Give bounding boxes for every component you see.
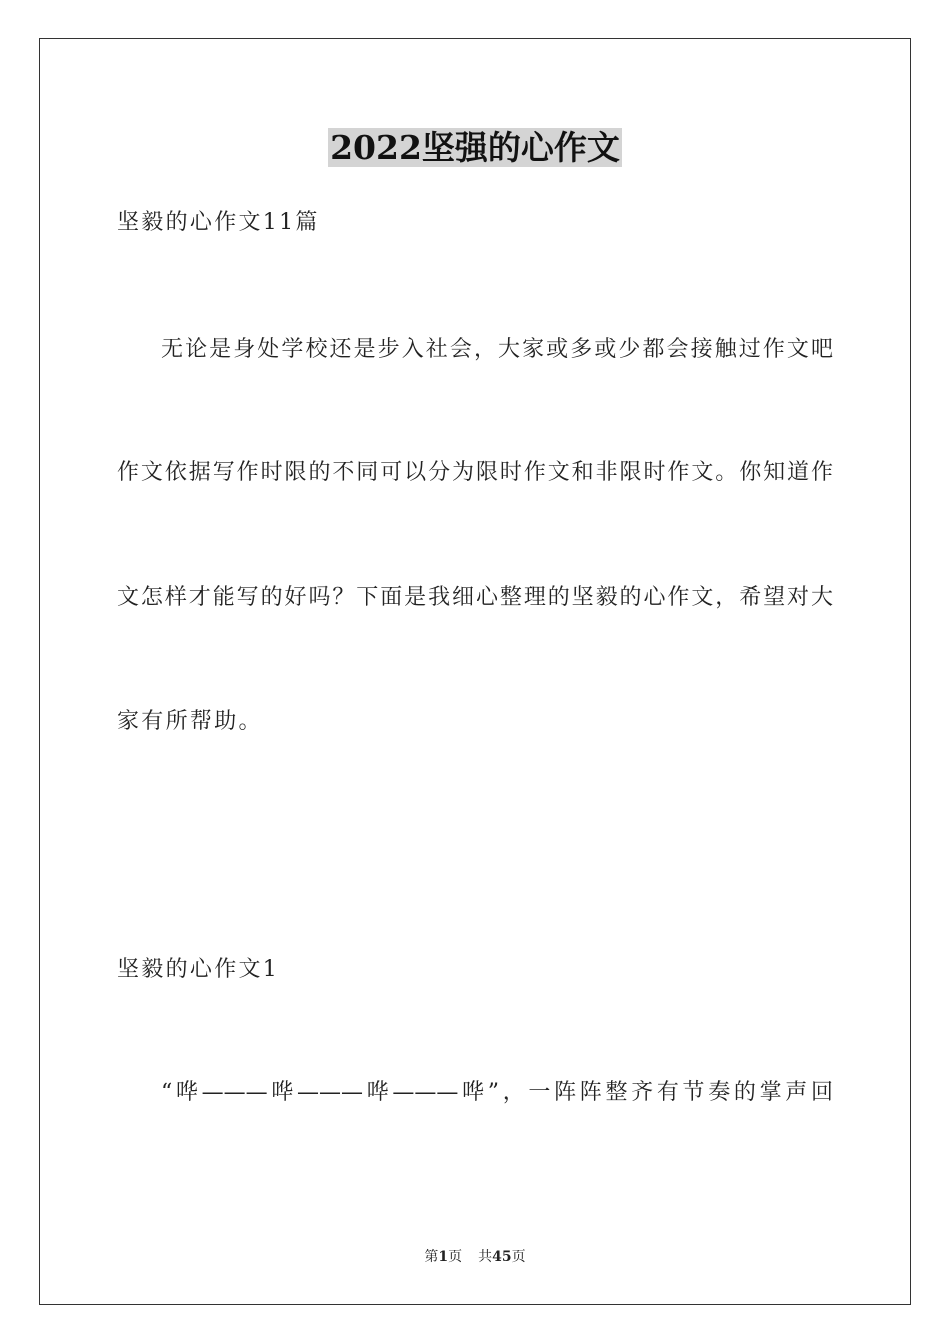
section-line-1: “哗———哗———哗———哗”，一阵阵整齐有节奏的掌声回 (161, 1080, 833, 1105)
document-title (0, 126, 950, 170)
footer-page-number: 1 (438, 1249, 449, 1265)
intro-line-2: 作文依据写作时限的不同可以分为限时作文和非限时作文。你知道作 (117, 460, 833, 485)
footer-total-pages: 45 (492, 1249, 512, 1265)
intro-line-3: 文怎样才能写的好吗？下面是我细心整理的坚毅的心作文，希望对大 (117, 585, 833, 610)
footer-page-suffix: 页 (448, 1249, 463, 1265)
footer-total-prefix: 共 (478, 1249, 493, 1265)
intro-line-1: 无论是身处学校还是步入社会，大家或多或少都会接触过作文吧 (161, 337, 833, 362)
intro-line-4: 家有所帮助。 (117, 709, 263, 734)
footer-prefix: 第 (424, 1249, 439, 1265)
footer-total-suffix: 页 (511, 1249, 526, 1265)
section-heading: 坚毅的心作文1 (117, 957, 280, 982)
page-footer (0, 1247, 950, 1267)
document-title-text: 2022坚强的心作文 (330, 128, 620, 167)
subtitle: 坚毅的心作文11篇 (117, 210, 320, 235)
